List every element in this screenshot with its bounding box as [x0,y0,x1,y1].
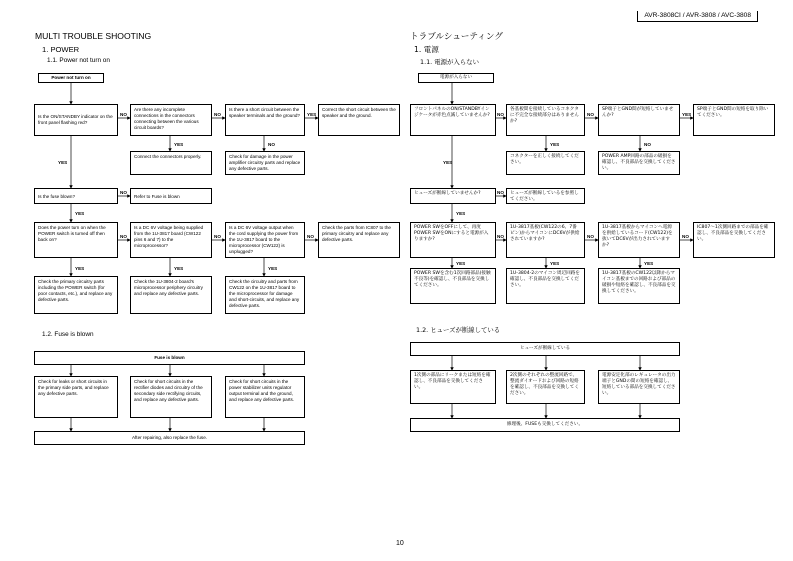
right-start-box: 電源が入らない [418,73,494,83]
yes-label: YES [268,266,278,271]
right-q7-box: 1U-3817基板からマイコンへ電源を供給しているコード(CW122)を抜いてDC6Vが出力されていますか? [598,222,680,258]
left-q6-box: Is a DC 6V voltage being supplied from the 1U-3817 board (CW122 pins 6 and 7) to the microprocessor? [130,222,212,258]
left-title: MULTI TROUBLE SHOOTING [35,31,152,41]
left-a6-box: Check the 1U-3804-2 board's microprocessor periphery circuitry and replace any defective parts. [130,276,212,314]
left-a5-box: Check the primary circuitry parts including the POWER switch (for poor contacts, etc.), and replace any defective parts. [34,276,118,314]
left-q7-box: Is a DC 6V voltage output when the cord supplying the power from the 1U-3817 board to the microprocessor (CW122) is unplugged? [225,222,305,258]
no-label: NO [644,142,651,147]
no-label: NO [587,112,594,117]
right-a7b-box: 1U-3817基板のCW122以降からマイコン基板までの回路および部品の破損や短絡を確認し、不良部品を交換してください。 [598,268,680,304]
yes-label: YES [550,142,560,147]
yes-label: YES [644,261,654,266]
yes-label: YES [75,211,85,216]
left-a7b-box: Check the circuitry and parts from CW122 on the 1U-3817 board to the microprocessor for damage and short-circuits, and replace any defective parts. [225,276,305,314]
right-f1-box: 1次側の部品にリークまたは短絡を確認し、不良部品を交換してください。 [410,370,496,404]
no-label: NO [587,234,594,239]
left-q2-box: Are there any incomplete connections in the connectors connecting between the various circuit boards? [130,104,212,136]
right-sub-fuse: 1.2. ヒューズが断線している [416,326,501,334]
right-section-power: 1. 電源 [414,45,439,54]
right-a5-box: POWER SWを含む1次回路部品(接触不良等)を確認し、不良部品を交換してください。 [410,268,496,304]
no-label: NO [307,234,314,239]
no-label: NO [682,234,689,239]
right-q2-box: 各基板間を接続しているコネクタに不完全な接続部分はありませんか? [506,104,585,136]
left-start-box: Power not turn on [38,73,104,83]
left-a7-box: Check the parts from IC807 to the primary circuitry and replace any defective parts. [318,222,400,258]
left-a4-box: Refer to Fuse is blown [130,188,212,204]
yes-label: YES [75,266,85,271]
no-label: NO [120,112,127,117]
no-label: NO [214,112,221,117]
right-a6-box: 1U-3804-2のマイコン周辺回路を確認し、不良部品を交換してください。 [506,268,585,304]
left-fuse-end-box: After repairing, also replace the fuse. [34,431,305,445]
left-f3-box: Check for short circuits in the power stabilizer units regulator output terminal and the ground, and replace any defective parts. [225,376,305,418]
right-q6-box: 1U-3817基板(CW122の6、7番ピン)からマイコンにDC6Vが供給されていますか? [506,222,585,258]
no-label: NO [497,112,504,117]
right-f2-box: 2次側のそれぞれの整流回路で、整流ダイオードおよび回路の短絡を確認し、不良部品を交換してください。 [506,370,585,404]
right-title: トラブルシューティング [410,32,503,42]
yes-label: YES [174,142,184,147]
left-q4-box: Is the fuse blown? [34,188,118,204]
no-label: NO [120,190,127,195]
right-q4-box: ヒューズが断線していませんか? [410,188,496,204]
yes-label: YES [456,211,466,216]
yes-label: YES [307,112,317,117]
left-f2-box: Check for short circuits in the rectifier diodes and circuitry of the secondary side rectifying circuits, and replace any defective parts. [130,376,212,418]
right-a2-box: コネクターを正しく接続してください。 [506,151,585,175]
left-sub-power-not-on: 1.1. Power not turn on [47,57,110,64]
yes-label: YES [456,261,466,266]
left-q1-box: Is the ON/STANDBY indicator on the front panel flashing red? [34,104,118,136]
no-label: NO [268,142,275,147]
no-label: NO [214,234,221,239]
no-label: NO [497,234,504,239]
no-label: NO [497,190,504,195]
yes-label: YES [58,160,68,165]
left-f1-box: Check for leaks or short circuits in the primary side parts, and replace any defective parts. [34,376,118,418]
right-fuse-end-box: 修理後、FUSEも交換してください。 [410,418,680,432]
model-header: AVR-3808CI / AVR-3808 / AVC-3808 [637,11,758,22]
right-f3-box: 電源安定化部のレギュレータの出力端子とGNDの間の短絡を確認し、短絡している部品を交換してください。 [598,370,680,404]
right-fuse-start-box: ヒューズが断線している [410,342,680,356]
yes-label: YES [550,261,560,266]
right-a4-box: ヒューズが断線しているを参照してください。 [506,188,585,204]
left-fuse-start-box: Fuse is blown [34,351,305,365]
right-a3-box: SP端子とGND間の短絡を取り除いてください。 [693,104,775,136]
left-sub-fuse: 1.2. Fuse is blown [42,331,94,338]
right-q5-box: POWER SWをOFFにして、再度POWER SWをONにすると電源が入りますか? [410,222,496,258]
right-q3-box: SP端子とGND間が短絡していませんか? [598,104,680,136]
left-a3b-box: Check for damage in the power amplifier circuitry parts and replace any defective parts. [225,151,305,175]
left-a3-box: Correct the short circuit between the speaker and the ground. [318,104,400,136]
no-label: NO [120,234,127,239]
right-sub-power-not-on: 1.1. 電源が入らない [420,58,479,66]
left-q5-box: Does the power turn on when the POWER switch is turned off then back on? [34,222,118,258]
yes-label: YES [682,112,692,117]
right-a3b-box: POWER AMP回路の部品の破損を確認し、不良部品を交換してください。 [598,151,680,175]
left-q3-box: Is there a short circuit between the speaker terminals and the ground? [225,104,305,136]
left-section-power: 1. POWER [42,45,80,54]
right-a7-box: IC807〜1次側回路までの部品を確認し、不良部品を交換してください。 [693,222,775,258]
page-number: 10 [396,540,404,547]
yes-label: YES [443,160,453,165]
yes-label: YES [174,266,184,271]
right-q1-box: フロントパネルのON/STANDBYインジケータが赤色点滅していませんか? [410,104,496,136]
left-a2-box: Connect the connectors properly. [130,151,212,175]
